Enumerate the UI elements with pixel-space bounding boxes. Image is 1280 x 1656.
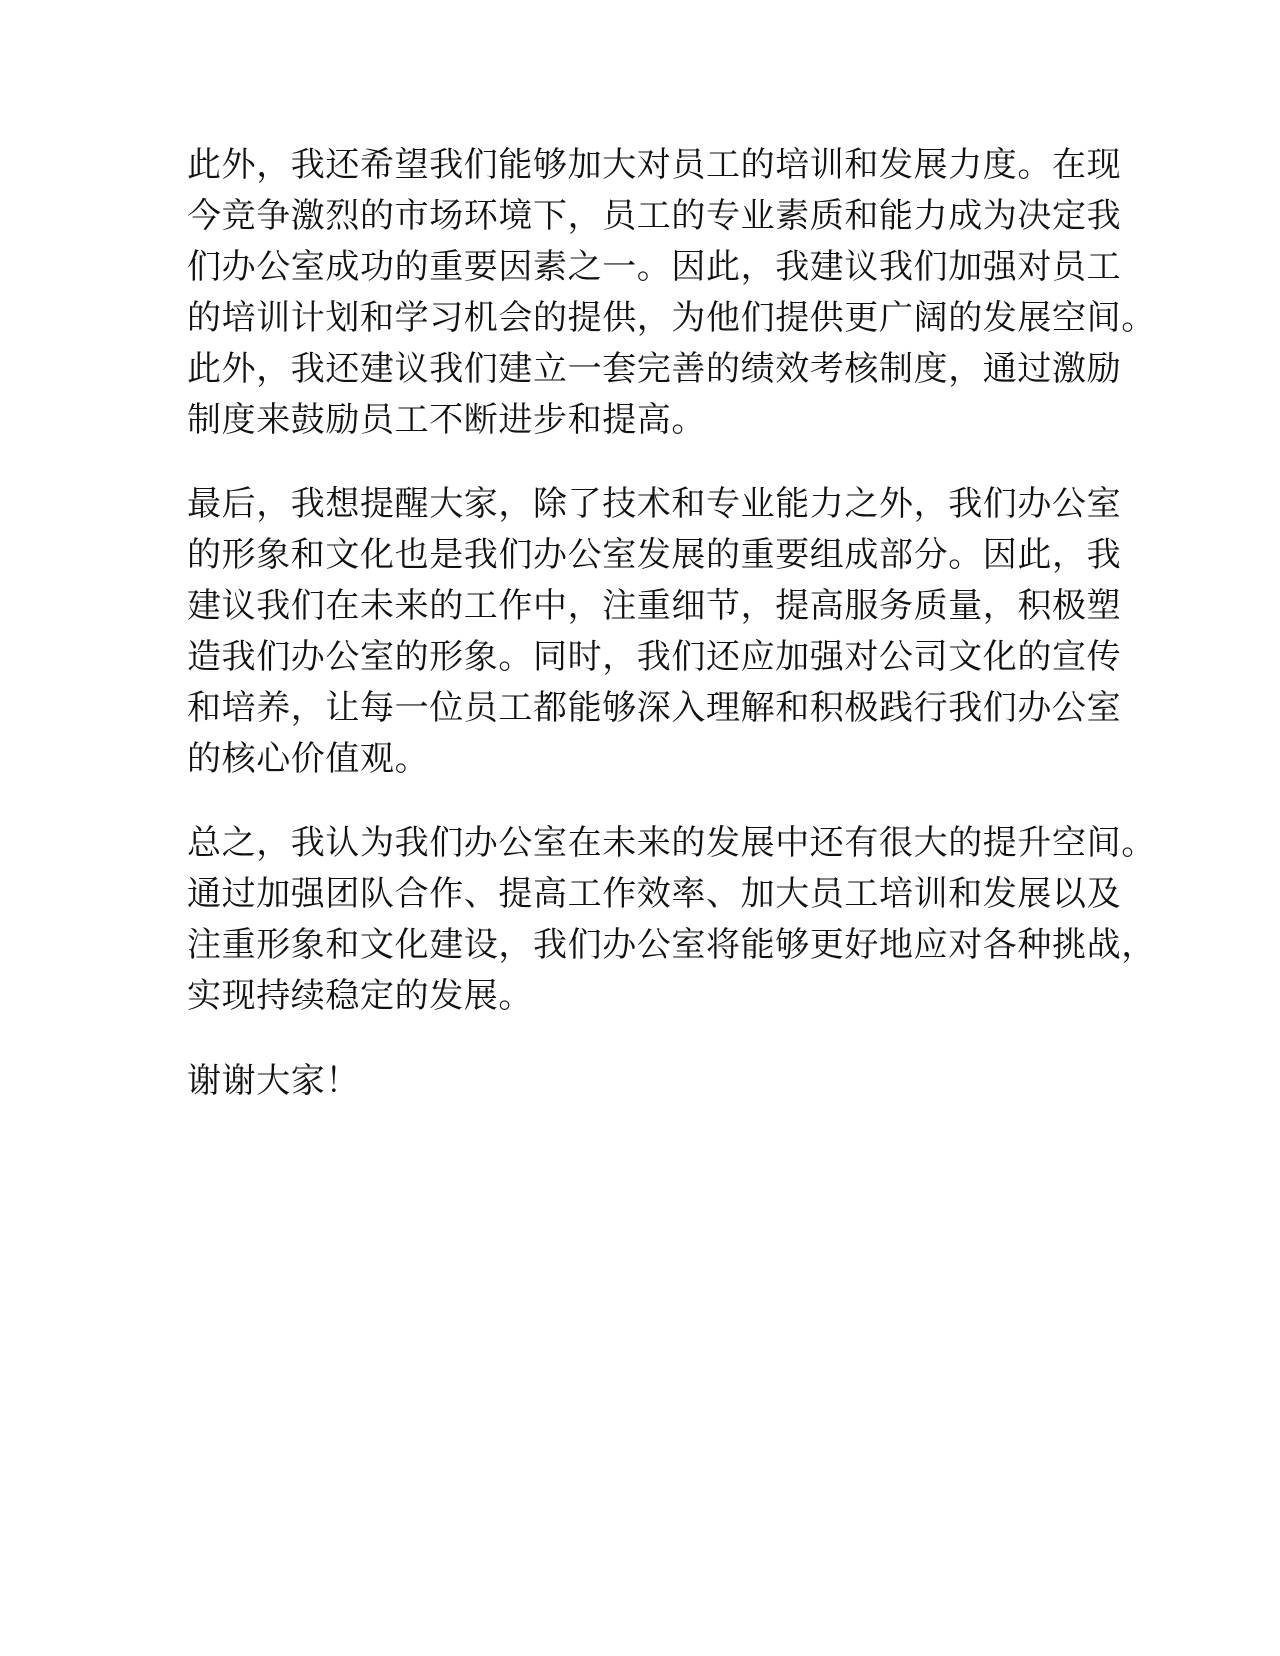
text-line: 的形象和文化也是我们办公室发展的重要组成部分。因此，我 (187, 535, 1122, 575)
text-line: 注重形象和文化建设，我们办公室将能够更好地应对各种挑战， (187, 925, 1156, 965)
text-line: 制度来鼓励员工不断进步和提高。 (187, 400, 706, 440)
text-line: 总之，我认为我们办公室在未来的发展中还有很大的提升空间。 (187, 823, 1156, 863)
text-line: 最后，我想提醒大家，除了技术和专业能力之外，我们办公室 (187, 484, 1122, 524)
text-line: 今竞争激烈的市场环境下，员工的专业素质和能力成为决定我 (187, 196, 1122, 236)
paragraph-image-culture (187, 479, 1121, 785)
text-line: 和培养，让每一位员工都能够深入理解和积极践行我们办公室 (187, 688, 1122, 728)
text-line: 建议我们在未来的工作中，注重细节，提高服务质量，积极塑 (187, 586, 1122, 626)
paragraph-thanks (187, 1056, 360, 1107)
paragraph-training (187, 140, 1156, 446)
paragraph-conclusion (187, 818, 1156, 1022)
text-line: 此外，我还建议我们建立一套完善的绩效考核制度，通过激励 (187, 349, 1122, 389)
text-line: 谢谢大家！ (187, 1061, 360, 1101)
text-line: 造我们办公室的形象。同时，我们还应加强对公司文化的宣传 (187, 637, 1122, 677)
text-line: 们办公室成功的重要因素之一。因此，我建议我们加强对员工 (187, 247, 1122, 287)
text-line: 通过加强团队合作、提高工作效率、加大员工培训和发展以及 (187, 874, 1122, 914)
text-line: 实现持续稳定的发展。 (187, 976, 533, 1016)
text-line: 此外，我还希望我们能够加大对员工的培训和发展力度。在现 (187, 145, 1122, 185)
text-line: 的核心价值观。 (187, 739, 430, 779)
text-line: 的培训计划和学习机会的提供，为他们提供更广阔的发展空间。 (187, 298, 1156, 338)
